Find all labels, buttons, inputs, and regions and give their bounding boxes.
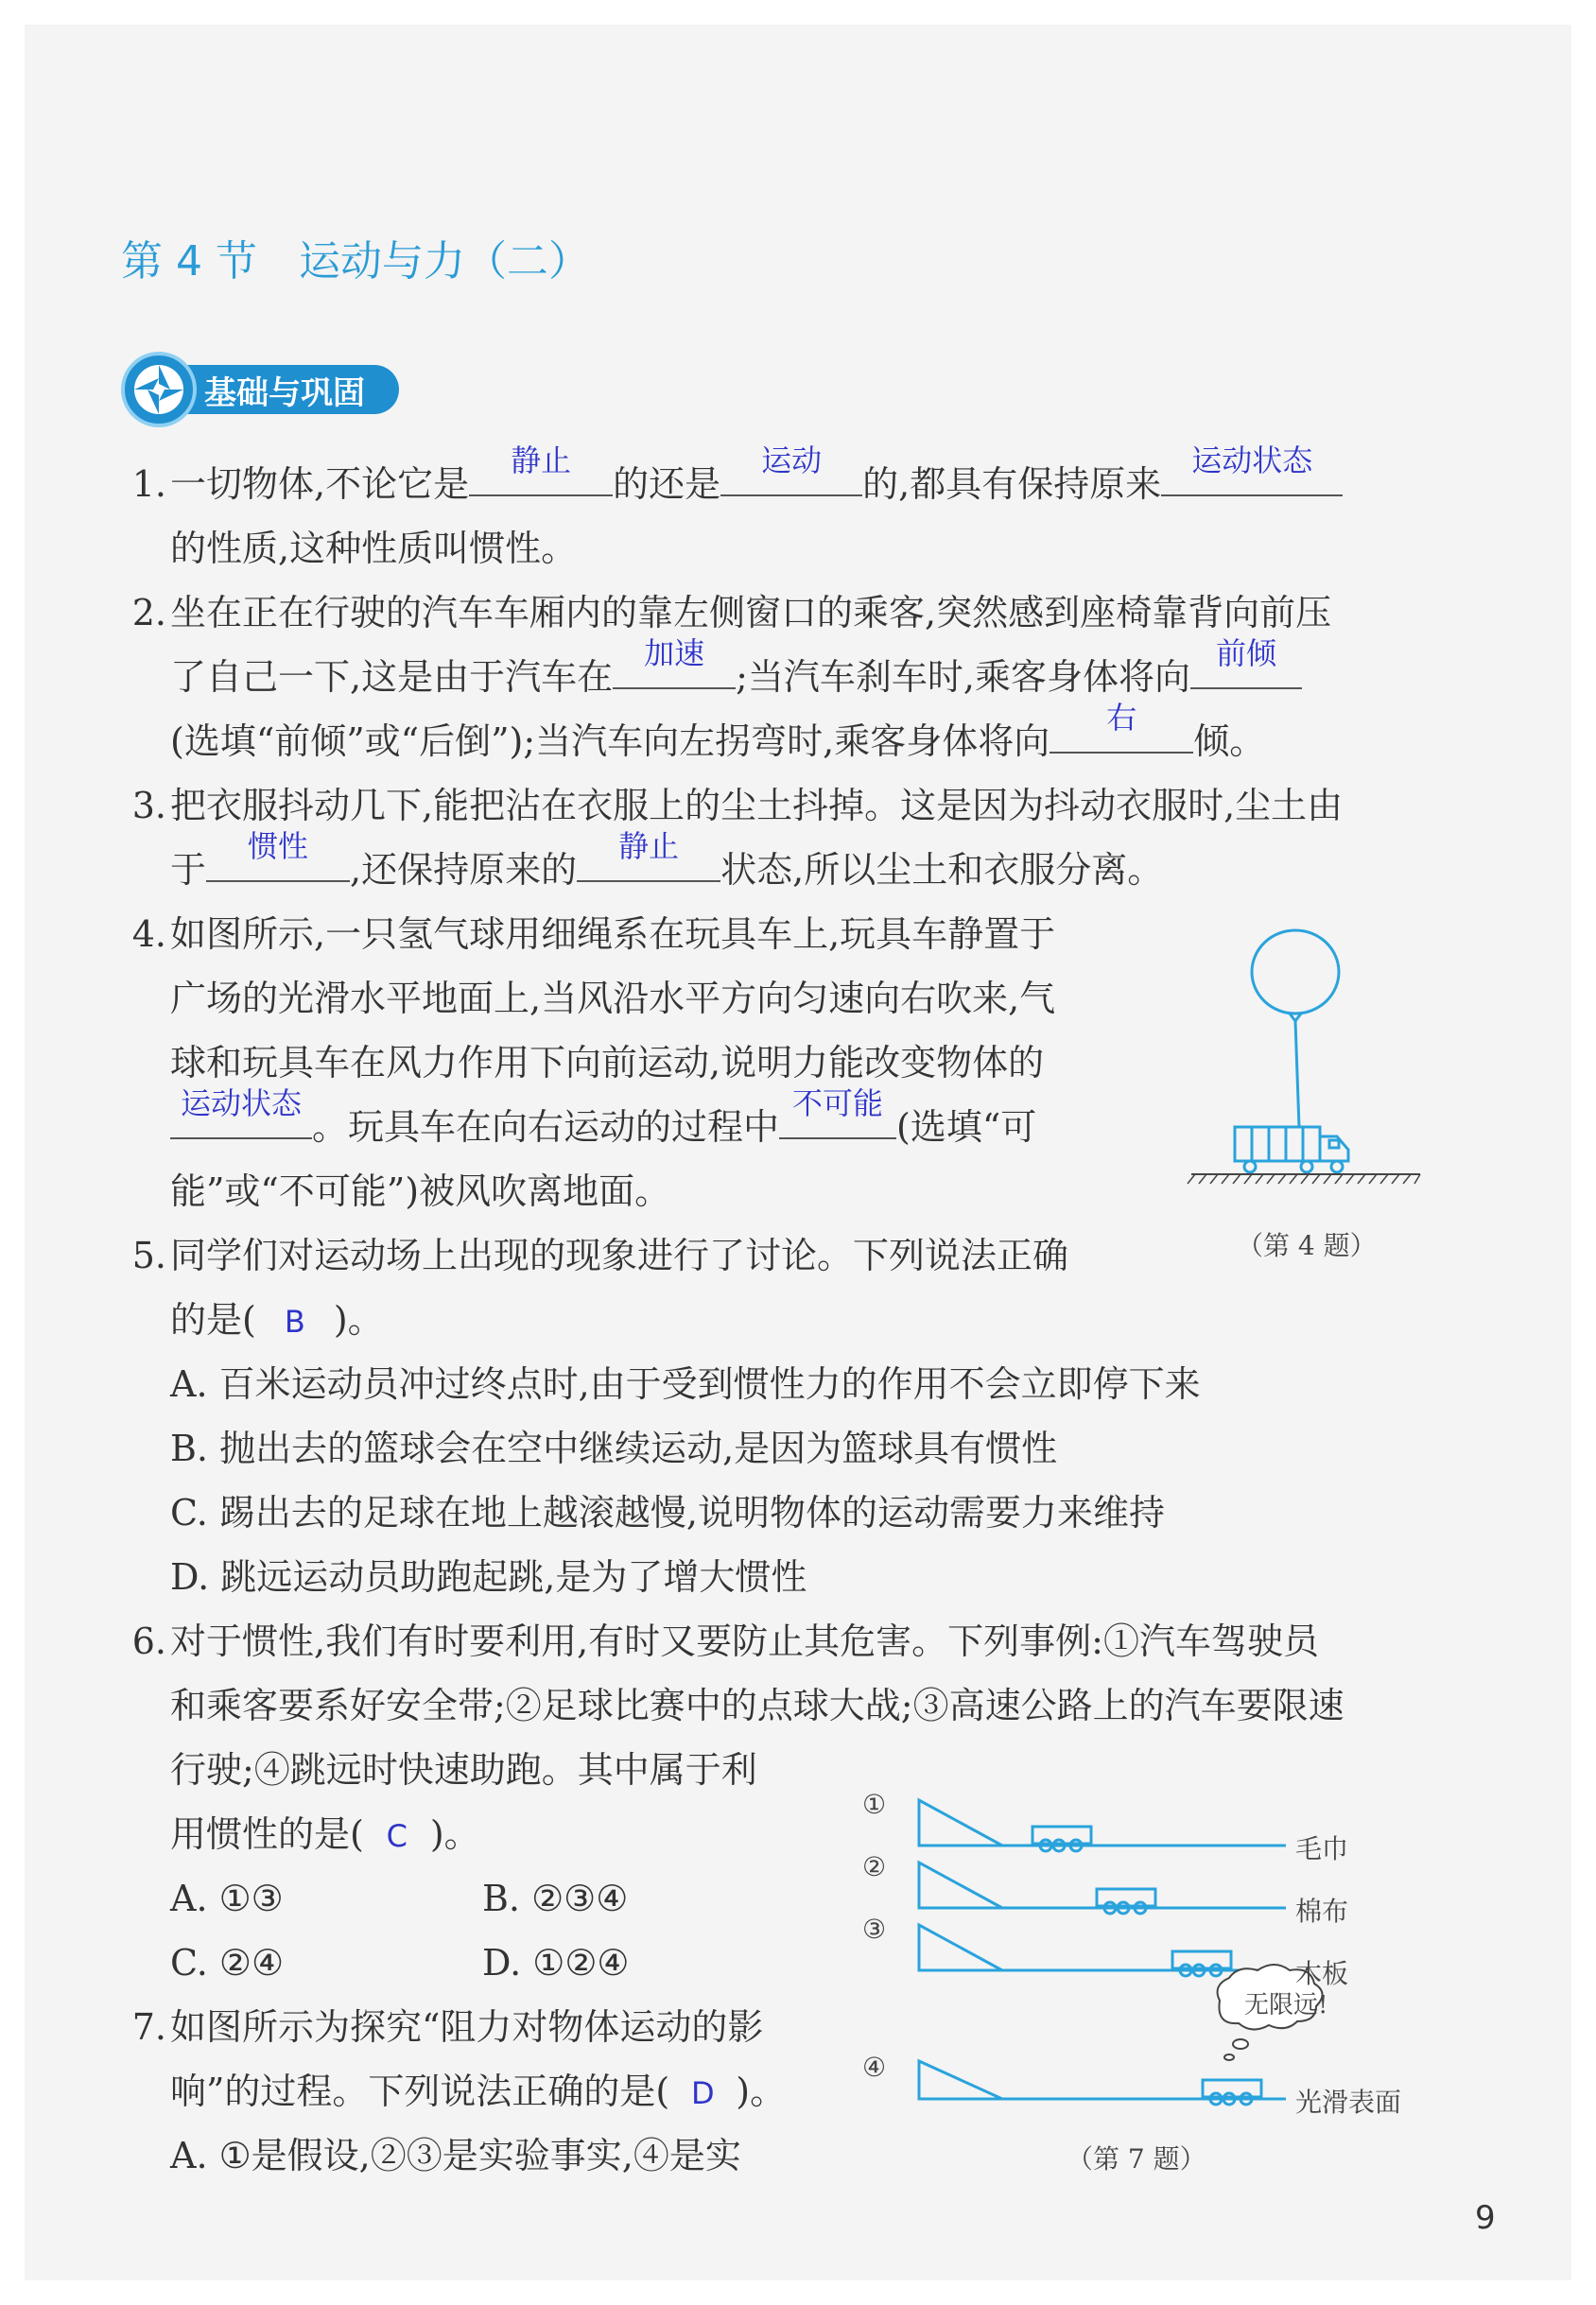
q6-option-c: C. ②④ <box>170 1942 285 1984</box>
q6-text3: )。 <box>429 1813 480 1855</box>
q2-text4: (选填“前倾”或“后倒”);当汽车向左拐弯时,乘客身体将向 <box>170 720 1050 762</box>
q7-text2: 响”的过程。下列说法正确的是( <box>170 2071 670 2112</box>
q7-number: 7. <box>131 2006 166 2048</box>
q7-surface-towel: 毛巾 <box>1295 1833 1349 1864</box>
q2-text5: 倾。 <box>1193 720 1266 762</box>
q4-number: 4. <box>131 913 166 955</box>
q7-text3: )。 <box>736 2071 787 2112</box>
q5-text3: )。 <box>333 1299 384 1341</box>
q1-blank2 <box>720 442 862 496</box>
q1-text1: 一切物体,不论它是 <box>170 463 470 505</box>
ramp-icon <box>919 1800 1002 1846</box>
q5-number: 5. <box>131 1235 166 1276</box>
q5-option-a: A. 百米运动员冲过终点时,由于受到惯性力的作用不会立即停下来 <box>170 1363 1201 1405</box>
q1-text3: 的,都具有保持原来 <box>862 463 1162 505</box>
q4-line5: 能”或“不可能”)被风吹离地面。 <box>170 1170 671 1212</box>
q7-surface-cotton: 棉布 <box>1295 1896 1349 1927</box>
q3-number: 3. <box>131 785 166 826</box>
q4-text3: (选填“可 <box>896 1106 1037 1148</box>
q5-option-b: B. 抛出去的篮球会在空中继续运动,是因为篮球具有惯性 <box>170 1428 1058 1469</box>
q7-caption: （第 7 题） <box>1067 2143 1206 2175</box>
q2-blank2 <box>1190 635 1302 689</box>
banner-label: 基础与巩固 <box>204 374 365 412</box>
page-number: 9 <box>1475 2199 1496 2237</box>
q2-text2: 了自己一下,这是由于汽车在 <box>170 656 614 698</box>
q1-answer3: 运动状态 <box>1191 442 1313 478</box>
q4-blank2 <box>779 1085 896 1139</box>
q2-number: 2. <box>131 592 166 633</box>
q1-blank1 <box>469 442 613 496</box>
q3-answer1: 惯性 <box>248 828 309 864</box>
q4-caption: （第 4 题） <box>1237 1230 1377 1261</box>
q3-text4: 状态,所以尘土和衣服分离。 <box>720 849 1164 891</box>
q3-line2 <box>170 828 1164 893</box>
section-banner <box>121 352 403 427</box>
q1-blank3 <box>1161 442 1343 496</box>
q5-option-c: C. 踢出去的足球在地上越滚越慢,说明物体的运动需要力来维持 <box>170 1492 1165 1534</box>
q1-line2: 的性质,这种性质叫惯性。 <box>170 528 578 569</box>
q2-text3: ;当汽车刹车时,乘客身体将向 <box>736 656 1190 698</box>
q6-number: 6. <box>131 1620 166 1662</box>
q4-text1: 如图所示,一只氢气球用细绳系在玩具车上,玩具车静置于 <box>170 913 1056 955</box>
q1-answer2: 运动 <box>761 442 823 478</box>
q2-answer3: 右 <box>1106 700 1137 736</box>
q2-line3 <box>170 700 1266 764</box>
q7-surface-wood: 木板 <box>1295 1958 1349 1989</box>
q2-blank3 <box>1050 700 1193 754</box>
q6-answer: C <box>386 1818 408 1854</box>
q7-label-2: ② <box>862 1851 887 1882</box>
q2-blank1 <box>613 635 736 689</box>
q7-label-4: ④ <box>862 2052 887 2083</box>
q7-text1: 如图所示为探究“阻力对物体运动的影 <box>170 2006 764 2048</box>
q6-line2: 和乘客要系好安全带;②足球比赛中的点球大战;③高速公路上的汽车要限速 <box>170 1685 1344 1726</box>
q3-text3: ,还保持原来的 <box>350 849 578 891</box>
q2-answer2: 前倾 <box>1215 635 1276 671</box>
q6-option-a: A. ①③ <box>170 1878 284 1919</box>
q7-answer: D <box>690 2075 715 2111</box>
q3-text1: 把衣服抖动几下,能把沾在衣服上的尘土抖掉。这是因为抖动衣服时,尘土由 <box>170 785 1344 826</box>
q5-line2 <box>170 1297 384 1344</box>
q6-line3: 行驶;④跳远时快速助跑。其中属于利 <box>170 1749 757 1791</box>
q6-line4 <box>170 1811 480 1859</box>
q7-bubble-text: 无限远! <box>1244 1991 1328 2019</box>
q4-text2: 。玩具车在向右运动的过程中 <box>312 1106 780 1148</box>
q2-answer1: 加速 <box>644 635 705 671</box>
q3-blank1 <box>206 828 350 882</box>
q4-line4 <box>170 1085 1037 1150</box>
q6-text2: 用惯性的是( <box>170 1813 364 1855</box>
q4-blank1 <box>170 1085 312 1139</box>
q2-line2 <box>170 635 1302 700</box>
q5-text2: 的是( <box>170 1299 256 1341</box>
q1-text2: 的还是 <box>613 463 721 505</box>
q4-line2: 广场的光滑水平地面上,当风沿水平方向匀速向右吹来,气 <box>170 978 1056 1019</box>
q5-option-d: D. 跳远运动员助跑起跳,是为了增大惯性 <box>170 1556 807 1598</box>
q7-line2 <box>170 2069 786 2116</box>
q6-option-b: B. ②③④ <box>482 1878 629 1919</box>
q6-text1: 对于惯性,我们有时要利用,有时又要防止其危害。下列事例:①汽车驾驶员 <box>170 1620 1319 1662</box>
section-title: 第 4 节 运动与力（二） <box>121 237 590 286</box>
q1-answer1: 静止 <box>511 442 572 478</box>
q4-figure-balloon-cart <box>1182 908 1428 1201</box>
q5-text1: 同学们对运动场上出现的现象进行了讨论。下列说法正确 <box>170 1235 1069 1276</box>
q7-figure-ramps <box>870 1787 1437 2127</box>
q4-answer1: 运动状态 <box>180 1085 302 1121</box>
q4-answer2: 不可能 <box>792 1085 884 1121</box>
q7-surface-smooth: 光滑表面 <box>1295 2087 1402 2118</box>
cart-icon <box>1235 1127 1320 1161</box>
q7-label-3: ③ <box>862 1914 887 1945</box>
q3-blank2 <box>577 828 720 882</box>
q3-text2: 于 <box>170 849 207 891</box>
q3-answer2: 静止 <box>618 828 680 864</box>
q1-number: 1. <box>131 463 166 505</box>
q7-label-1: ① <box>862 1789 887 1820</box>
q7-line3: A. ①是假设,②③是实验事实,④是实 <box>170 2135 741 2176</box>
q5-answer: B <box>284 1304 305 1340</box>
balloon-icon <box>1252 930 1339 1014</box>
q4-line3: 球和玩具车在风力作用下向前运动,说明力能改变物体的 <box>170 1042 1045 1083</box>
q2-text1: 坐在正在行驶的汽车车厢内的靠左侧窗口的乘客,突然感到座椅靠背向前压 <box>170 592 1332 633</box>
q6-option-d: D. ①②④ <box>482 1942 630 1984</box>
